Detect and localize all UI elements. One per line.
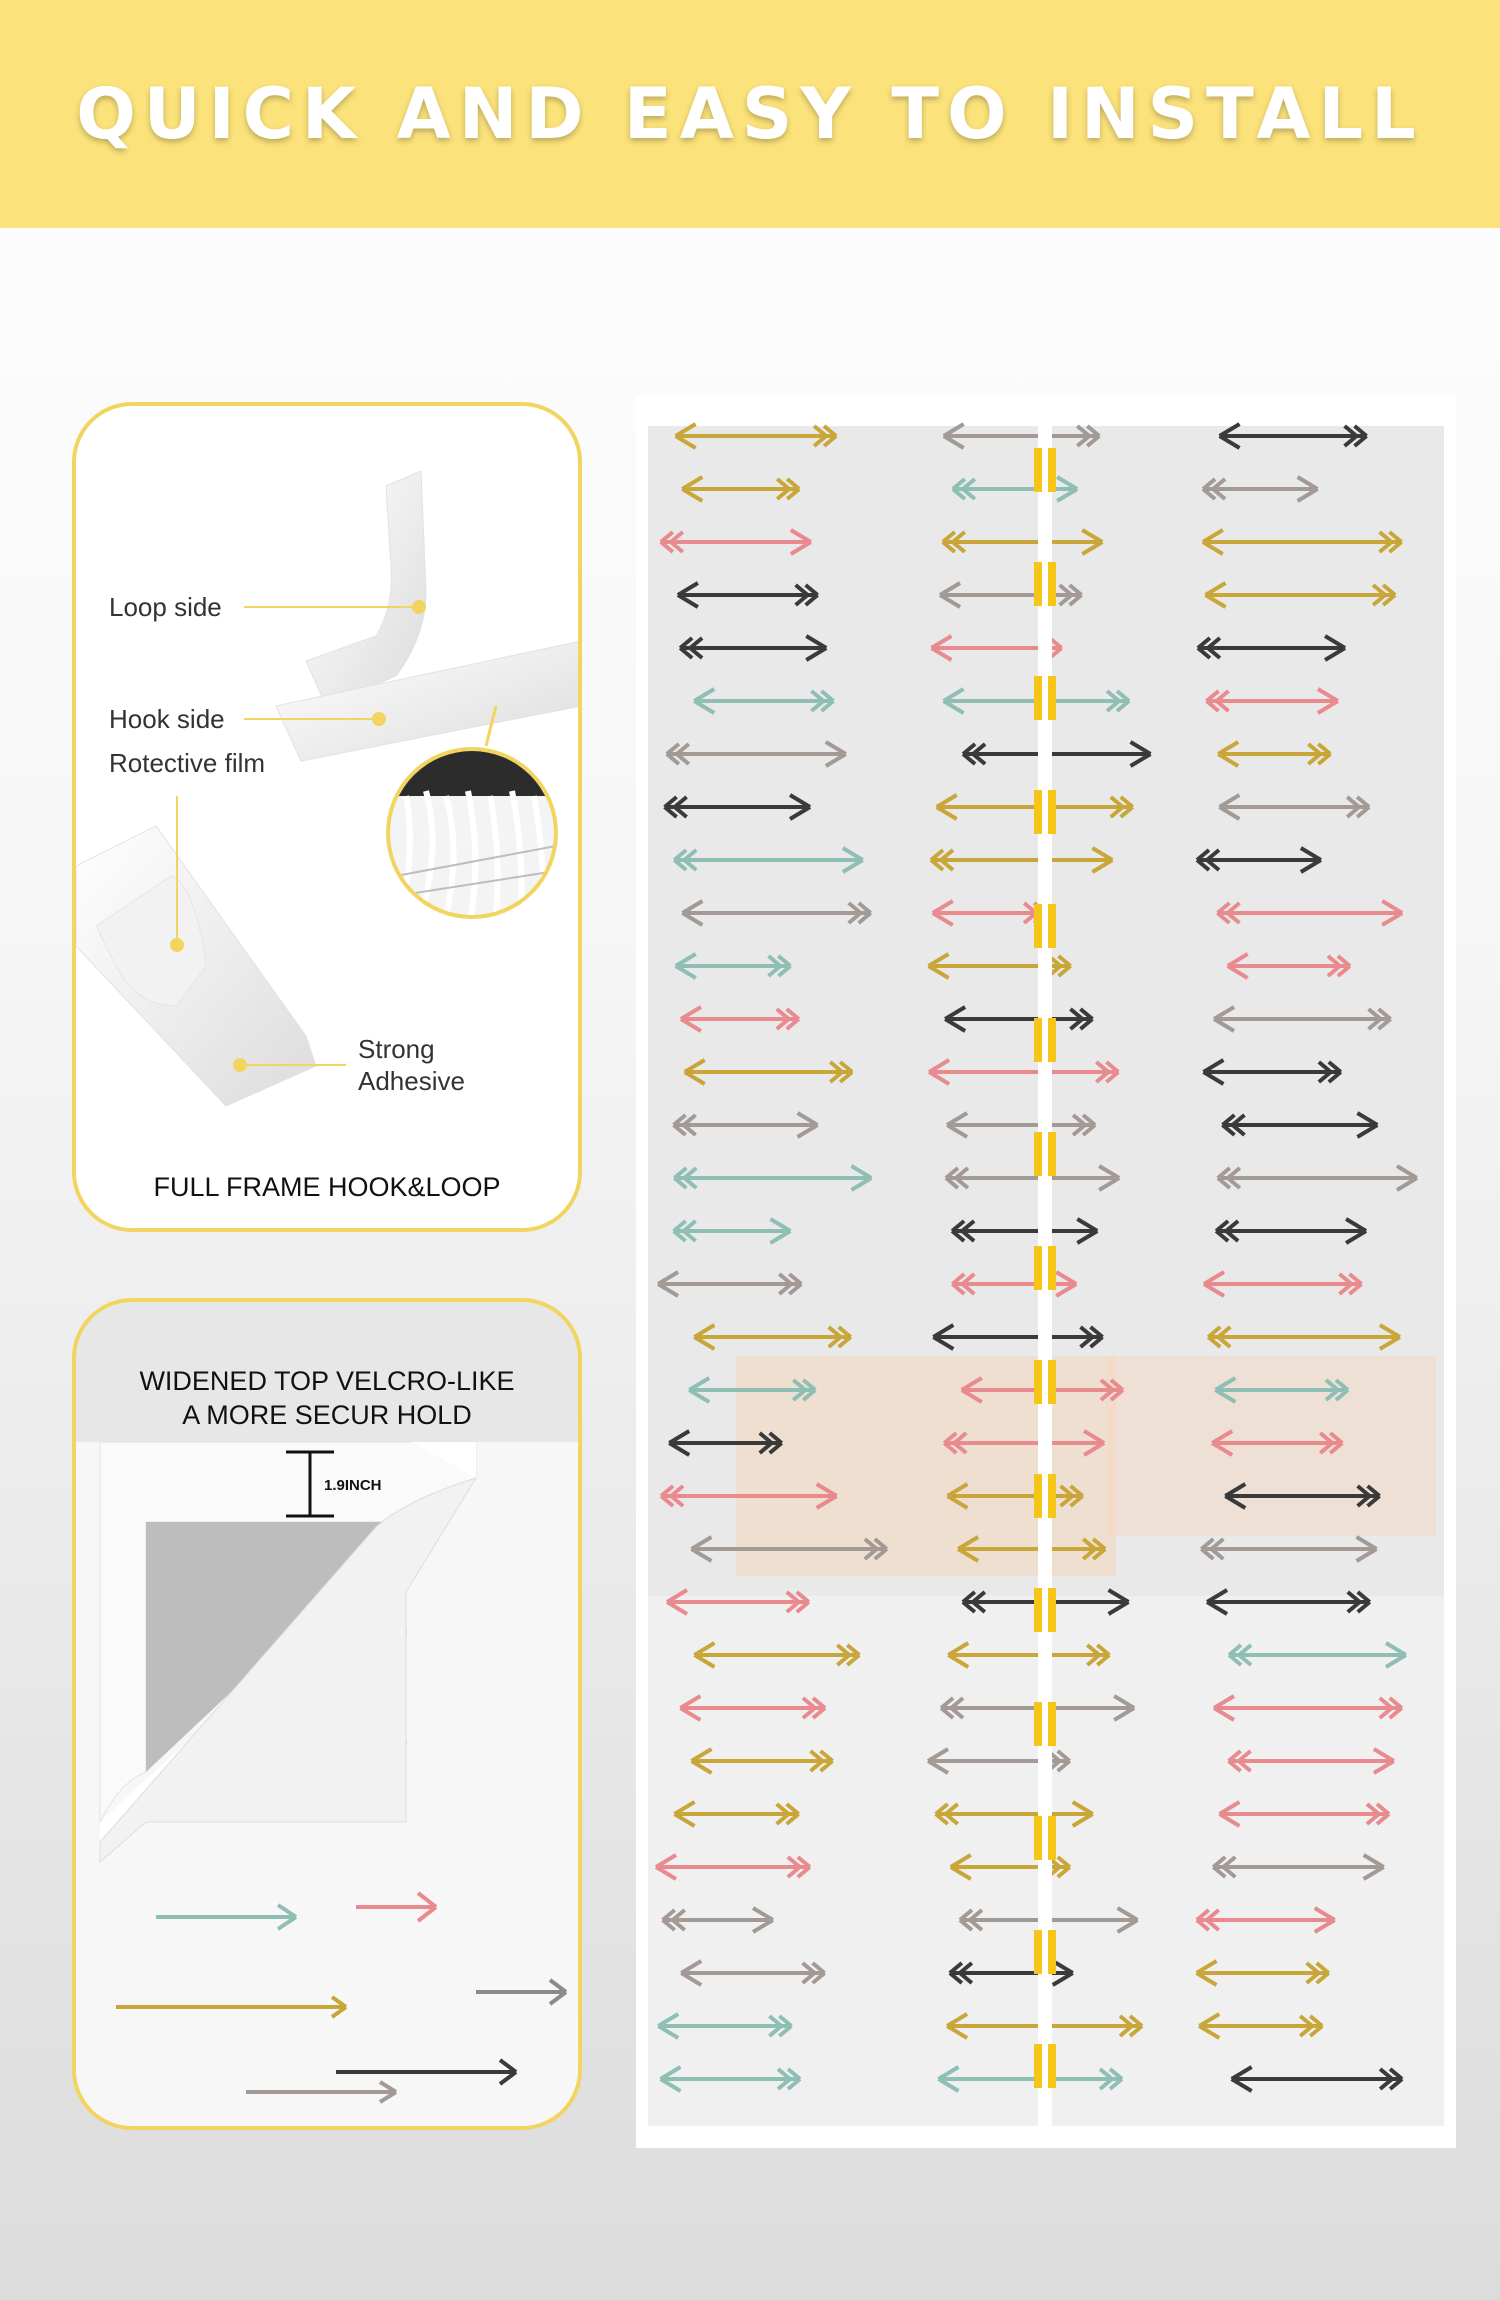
magnet-strip xyxy=(1034,1930,1042,1974)
widened-top-card xyxy=(72,1298,582,2130)
magnet-strip xyxy=(1048,1132,1056,1176)
magnet-strip xyxy=(1034,2044,1042,2088)
measure-label: 1.9INCH xyxy=(324,1477,382,1494)
loop-side-leader xyxy=(244,606,414,608)
loop-side-label: Loop side xyxy=(109,592,222,622)
protective-film-label: Rotective film xyxy=(109,748,266,778)
magnet-strip xyxy=(1034,1588,1042,1632)
magnetic-screen-door xyxy=(636,396,1456,2148)
magnet-strip xyxy=(1034,790,1042,834)
header-banner xyxy=(0,0,1500,228)
magnet-strip xyxy=(1048,1588,1056,1632)
loop-side-marker xyxy=(412,600,426,614)
magnet-strip xyxy=(1034,904,1042,948)
magnet-strip xyxy=(1048,1018,1056,1062)
magnet-strip xyxy=(1034,1702,1042,1746)
magnet-strip xyxy=(1048,1360,1056,1404)
screen-door-illustration xyxy=(636,396,1456,2148)
magnet-strip xyxy=(1048,1702,1056,1746)
magnet-strip xyxy=(1048,2044,1056,2088)
widened-top-caption-line1: WIDENED TOP VELCRO-LIKE xyxy=(139,1366,515,1396)
widened-top-illustration xyxy=(76,1302,582,2130)
hook-side-label: Hook side xyxy=(109,704,225,734)
magnet-strip xyxy=(1034,1246,1042,1290)
magnet-strip xyxy=(1034,1360,1042,1404)
magnet-strip xyxy=(1048,1930,1056,1974)
adhesive-label-line1: Strong xyxy=(358,1034,435,1064)
magnet-strip xyxy=(1034,1474,1042,1518)
magnet-strip xyxy=(1048,676,1056,720)
adhesive-leader xyxy=(246,1064,346,1066)
protective-film-marker xyxy=(170,938,184,952)
protective-film-leader xyxy=(176,796,178,946)
magnet-strip xyxy=(1034,1132,1042,1176)
adhesive-label-line2: Adhesive xyxy=(358,1066,465,1096)
frame-caption: FULL FRAME HOOK&LOOP xyxy=(153,1172,501,1202)
magnet-strip xyxy=(1048,448,1056,492)
hook-loop-card xyxy=(72,402,582,1232)
magnet-strip xyxy=(1048,904,1056,948)
magnet-strip xyxy=(1048,562,1056,606)
magnet-strip xyxy=(1048,1474,1056,1518)
magnet-strip xyxy=(1048,790,1056,834)
banner-title: QUICK AND EASY TO INSTALL xyxy=(76,73,1424,155)
magnet-strip xyxy=(1034,676,1042,720)
magnet-strip xyxy=(1034,562,1042,606)
magnet-strip xyxy=(1034,448,1042,492)
magnet-strip xyxy=(1034,1018,1042,1062)
magnet-strip xyxy=(1048,1246,1056,1290)
adhesive-marker xyxy=(233,1058,247,1072)
velcro-strip-illustration xyxy=(76,406,582,1232)
hook-side-leader xyxy=(244,718,374,720)
hook-side-marker xyxy=(372,712,386,726)
magnet-strip xyxy=(1034,1816,1042,1860)
magnet-strip xyxy=(1048,1816,1056,1860)
widened-top-caption-line2: A MORE SECUR HOLD xyxy=(182,1400,472,1430)
